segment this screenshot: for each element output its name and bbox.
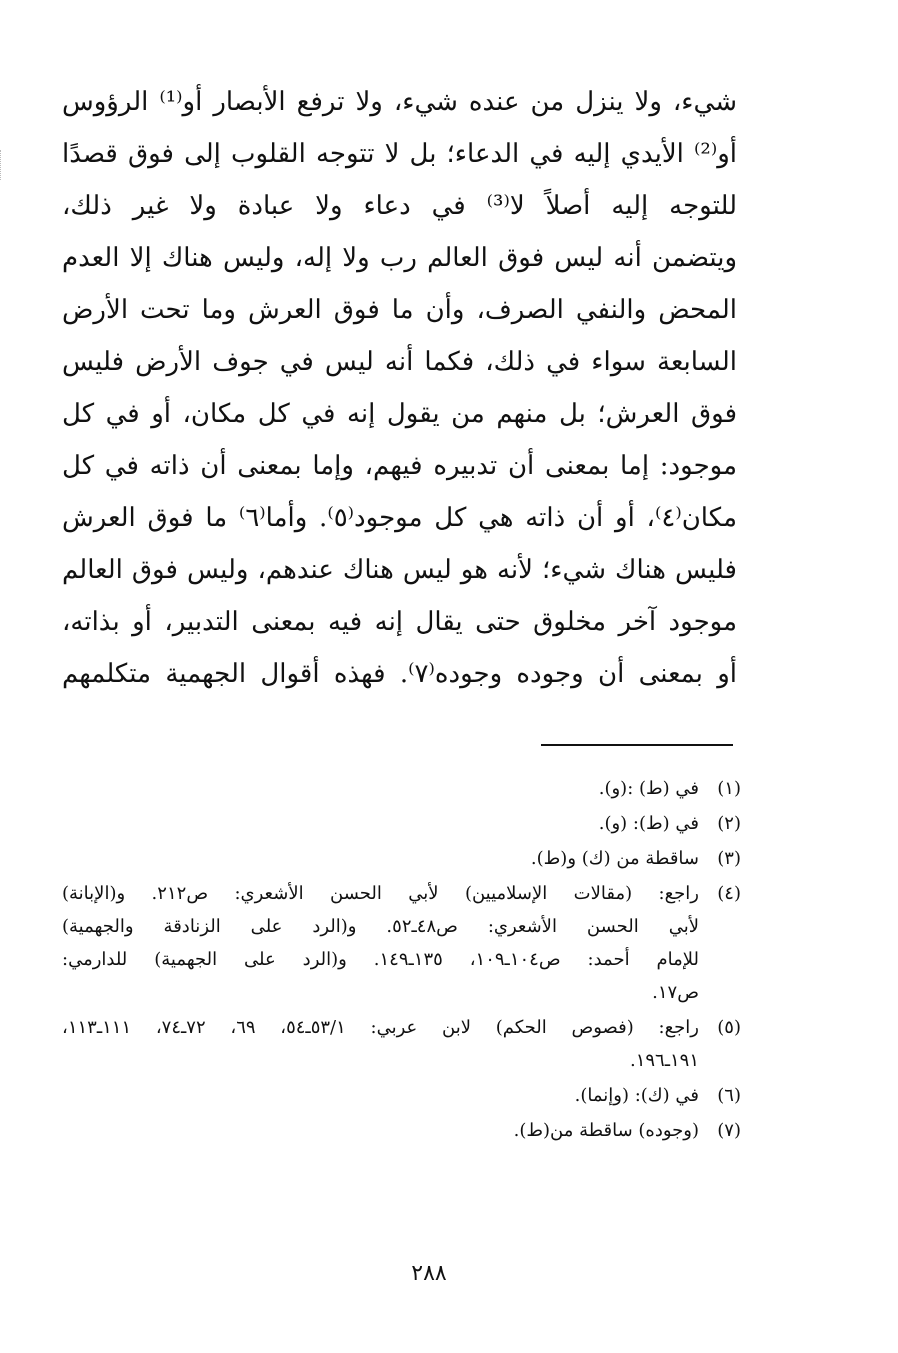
footnote-3 [62,842,741,875]
footnote-number: (٥) [717,1017,741,1038]
footnote-5 [62,1011,741,1077]
footnote-text [62,1011,699,1077]
footnote-number: (٢) [717,813,741,834]
footnote-text [62,1079,699,1112]
footnote-line: راجع: (مقالات الإسلاميين) لأبي الحسن الأشعري: ص٢١٢. و(الإبانة) [62,883,699,904]
main-text-block [62,76,737,700]
footnote-4 [62,877,741,1009]
page-number: ٢٨٨ [411,1261,447,1286]
footnote-2 [62,807,741,840]
main-text-line: أو بمعنى أن وجوده وجوده⁽٧⁾. فهذه أقوال الجهمية متكلمهم [62,659,737,689]
footnote-line: في (ك): (وإنما). [574,1085,699,1106]
footnote-number: (١) [717,778,741,799]
footnote-text [62,877,699,1009]
footnote-line: في (ط): (و). [598,813,699,834]
main-text-line: ويتضمن أنه ليس فوق العالم رب ولا إله، وليس هناك إلا العدم [62,243,737,273]
main-text-line: فليس هناك شيء؛ لأنه هو ليس هناك عندهم، وليس فوق العالم [62,555,737,585]
footnote-number: (٦) [717,1085,741,1106]
footnote-line: في (ط) :(و). [598,778,699,799]
footnote-line: ص١٧. [652,982,699,1003]
footnote-line: للإمام أحمد: ص١٠٤ـ١٠٩، ١٣٥ـ١٤٩. و(الرد على الجهمية) للدارمي: [62,949,699,970]
main-text-line: شيء، ولا ينزل من عنده شيء، ولا ترفع الأبصار أو⁽¹⁾ الرؤوس [62,87,737,117]
footnote-1 [62,772,741,805]
footnote-line: راجع: (فصوص الحكم) لابن عربي: ٥٣/١ـ٥٤، ٦٩، ٧٢ـ٧٤، ١١١ـ١١٣، [62,1017,699,1038]
binding-edge-mark [0,150,7,180]
footnote-number: (٧) [717,1120,741,1141]
footnotes-section [62,772,741,1149]
footnote-line: (وجوده) ساقطة من(ط). [513,1120,699,1141]
main-text-line: أو⁽²⁾ الأيدي إليه في الدعاء؛ بل لا تتوجه القلوب إلى فوق قصدًا [62,139,737,169]
footnote-text [62,1114,699,1147]
main-text-line: موجود آخر مخلوق حتى يقال إنه فيه بمعنى التدبير، أو بذاته، [62,607,737,637]
footnote-separator [541,744,733,746]
footnote-text [62,807,699,840]
main-text-line: السابعة سواء في ذلك، فكما أنه ليس في جوف الأرض فليس [62,347,737,377]
main-text-line: المحض والنفي الصرف، وأن ما فوق العرش وما تحت الأرض [62,295,737,325]
footnote-6 [62,1079,741,1112]
footnote-line: ساقطة من (ك) و(ط). [530,848,699,869]
footnote-number: (٣) [717,848,741,869]
footnote-line: لأبي الحسن الأشعري: ص٤٨ـ٥٢. و(الرد على الزنادقة والجهمية) [62,916,699,937]
footnote-7 [62,1114,741,1147]
footnote-number: (٤) [717,883,741,904]
main-text-line: مكان⁽٤⁾، أو أن ذاته هي كل موجود⁽٥⁾. وأما⁽٦⁾ ما فوق العرش [62,503,737,533]
footnote-text [62,772,699,805]
main-text-line: للتوجه إليه أصلاً لا⁽³⁾ في دعاء ولا عبادة ولا غير ذلك، [62,191,737,221]
main-text-line: موجود: إما بمعنى أن تدبيره فيهم، وإما بمعنى أن ذاته في كل [62,451,737,481]
main-text-line: فوق العرش؛ بل منهم من يقول إنه في كل مكان، أو في كل [62,399,737,429]
footnote-text [62,842,699,875]
footnote-line: ١٩١ـ١٩٦. [629,1050,699,1071]
